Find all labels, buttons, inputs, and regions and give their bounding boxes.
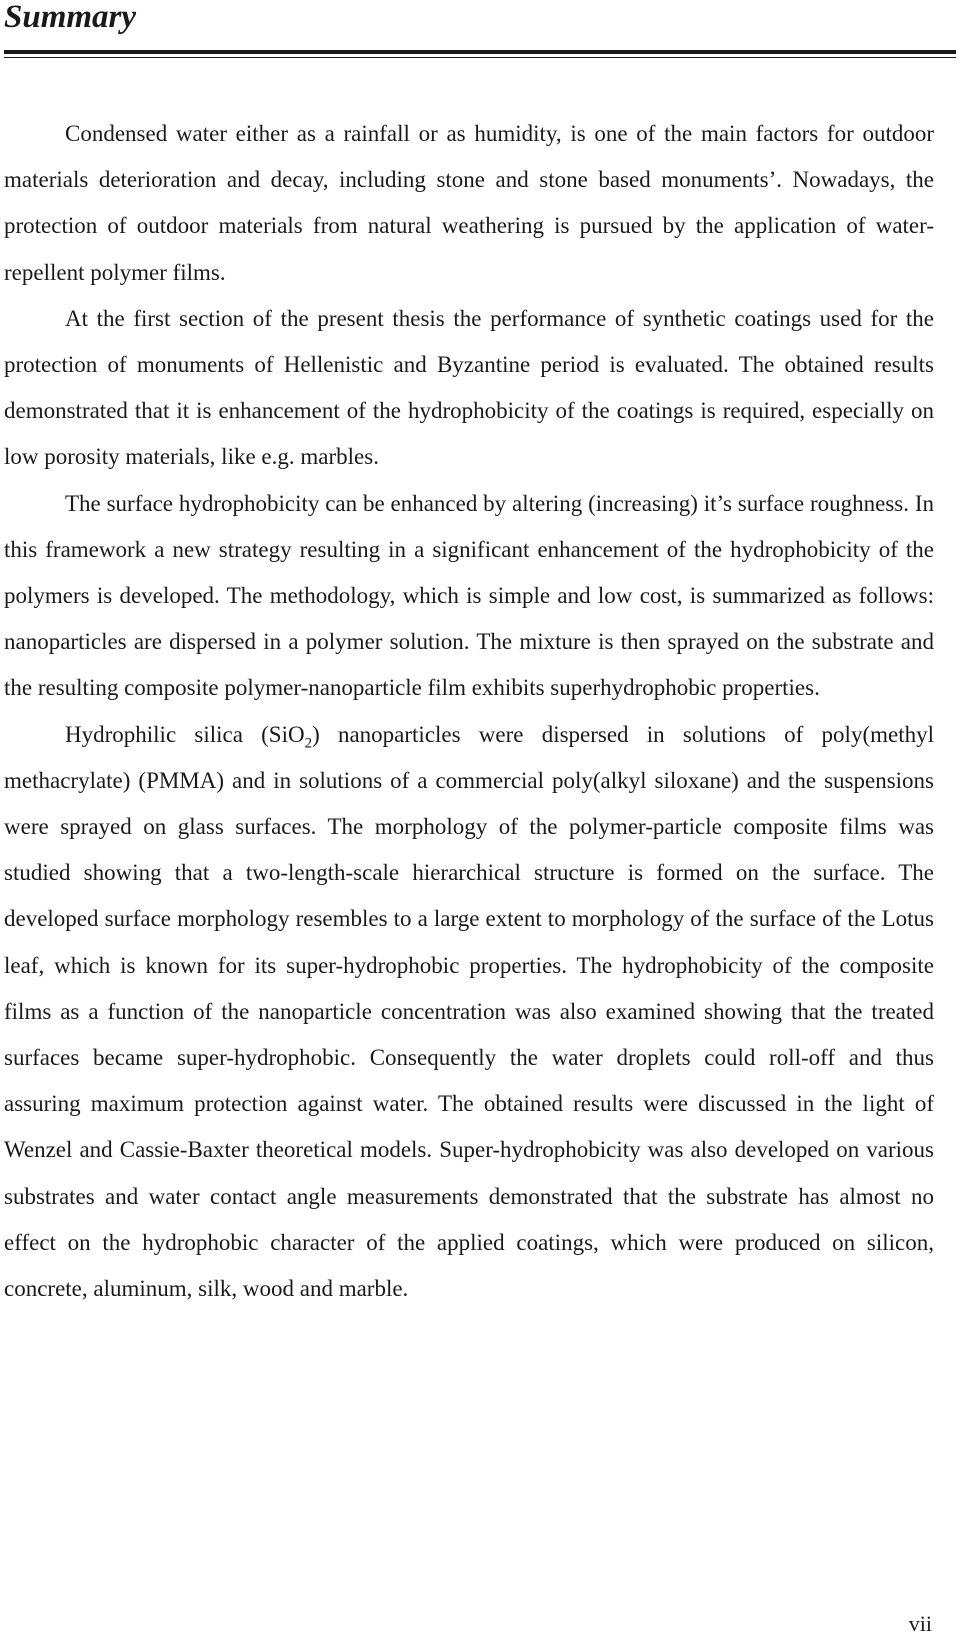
subscript-2: 2 [304, 735, 313, 752]
page-number: vii [908, 1611, 932, 1636]
paragraph-4 [4, 712, 934, 1313]
paragraph-4-text-rest: ) nanoparticles were dispersed in solutions of poly(methyl methacrylate) (PMMA) and in solutions of a commercial poly(alkyl siloxane) and the suspensions were sprayed on glass surfaces. The morphology of the polymer-particle composite films was studied showing that a two-length-scale hierarchical structure is formed on the surface. The developed surface morphology resembles to a large extent to morphology of the surface of the Lotus leaf, which is known for its super-hydrophobic properties. The hydrophobicity of the composite films as a function of the nanoparticle concentration was also examined showing that the treated surfaces became super-hydrophobic. Consequently the water droplets could roll-off and thus assuring maximum protection against water. The obtained results were discussed in the light of Wenzel and Cassie-Baxter theoretical models. Super-hydrophobicity was also developed on various substrates and water contact angle measurements demonstrated that the substrate has almost no effect on the hydrophobic character of the applied coatings, which were produced on silicon, concrete, aluminum, silk, wood and marble. [4, 721, 934, 1302]
heading-rule-thick [4, 50, 956, 54]
page-header [4, 0, 956, 34]
section-heading: Summary [4, 0, 137, 35]
summary-body [4, 111, 934, 1312]
paragraph-1: Condensed water either as a rainfall or as humidity, is one of the main factors for outdoor materials deterioration and decay, including stone and stone based monuments’. Nowadays, the protection of outdoor materials from natural weathering is pursued by the application of water-repellent polymer films. [4, 121, 934, 285]
paragraph-3: The surface hydrophobicity can be enhanced by altering (increasing) it’s surface roughness. In this framework a new strategy resulting in a significant enhancement of the hydrophobicity of the polymers is developed. The methodology, which is simple and low cost, is summarized as follows: nanoparticles are dispersed in a polymer solution. The mixture is then sprayed on the substrate and the resulting composite polymer-nanoparticle film exhibits superhydrophobic properties. [4, 490, 934, 701]
paragraph-2: At the first section of the present thesis the performance of synthetic coatings used for the protection of monuments of Hellenistic and Byzantine period is evaluated. The obtained results demonstrated that it is enhancement of the hydrophobicity of the coatings is required, especially on low porosity materials, like e.g. marbles. [4, 305, 934, 470]
heading-rule-thin [4, 57, 956, 58]
paragraph-4-text-start: Hydrophilic silica (SiO [65, 721, 305, 747]
